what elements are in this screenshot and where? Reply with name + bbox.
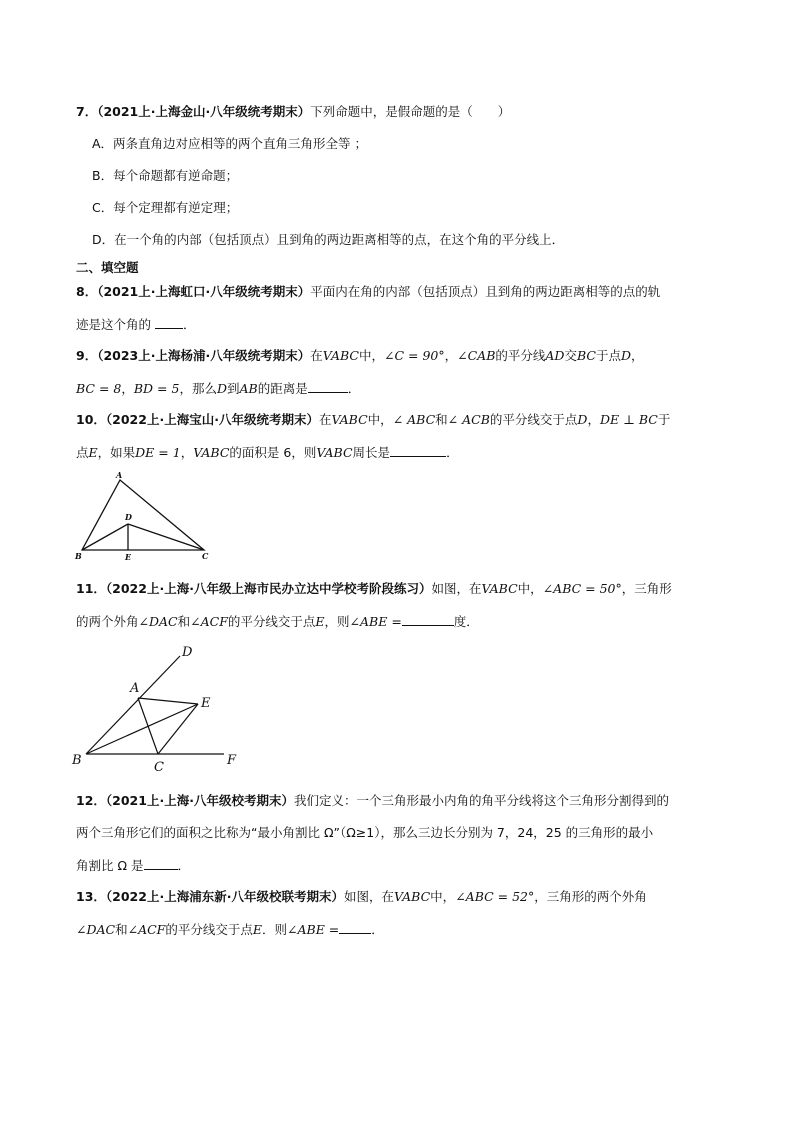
text: 于 (657, 412, 671, 427)
option-c: C．每个定理都有逆定理； (92, 200, 239, 215)
text: 的平分线 (495, 348, 546, 363)
math-triangle: VABC (331, 412, 368, 427)
question-text: 我们定义：一个三角形最小内角的角平分线将这个三角形分割得到的 (293, 793, 669, 808)
math-angle: ∠CAB (457, 348, 496, 363)
label-c: C (202, 551, 209, 561)
text: 的面积是 6，则 (229, 445, 317, 460)
math-segment: AD (545, 348, 565, 363)
question-7 (76, 104, 510, 120)
question-number: 13． (76, 889, 106, 904)
punct: ． (347, 381, 361, 396)
math-angle: ∠ ABC (392, 412, 436, 427)
math-triangle: VABC (481, 581, 518, 596)
math-equation: DE = 1 (135, 445, 181, 460)
question-source: （2021上·上海金山·八年级统考期末） (97, 104, 311, 119)
segment-dc (128, 524, 204, 550)
question-12-line2: 两个三角形它们的面积之比称为“最小角割比 Ω”（Ω≥1），那么三边长分别为 7，24，25 的三角形的最小 (76, 825, 654, 840)
label-f: F (227, 753, 237, 768)
text: ．则 (262, 922, 288, 937)
text: 中， (517, 581, 543, 596)
text: 点 (76, 445, 89, 460)
math-angle: ∠DAC (76, 922, 116, 937)
answer-blank[interactable] (144, 857, 178, 870)
text: 在 (310, 348, 323, 363)
math-angle: ∠ACF (190, 614, 228, 629)
math-point: D (216, 381, 228, 396)
math-angle: ∠C = 90° (383, 348, 445, 363)
text: 到 (227, 381, 240, 396)
question-8-line2 (76, 316, 196, 333)
answer-blank[interactable] (339, 921, 371, 934)
text: 和 (177, 614, 191, 629)
text: 的平分线交于点 (489, 412, 578, 427)
math-equation: BC = 8 (76, 381, 122, 396)
question-13-line2 (76, 921, 384, 938)
option-d: D．在一个角的内部（包括顶点）且到角的两边距离相等的点，在这个角的平分线上． (92, 232, 565, 247)
question-10 (76, 412, 670, 428)
question-source: （2022上·上海宝山·八年级统考期末） (105, 412, 319, 427)
punct: ． (446, 445, 459, 460)
label-d: D (125, 512, 132, 522)
question-11-line2 (76, 613, 479, 630)
math-angle: ∠ABC = 50° (542, 581, 622, 596)
option-a: A．两条直角边对应相等的两个直角三角形全等 ； (92, 136, 368, 151)
math-angle: ∠ACF (127, 922, 166, 937)
answer-blank[interactable] (308, 380, 348, 393)
text: ，则 (324, 614, 350, 629)
text: ，三角形的两个外角 (534, 889, 647, 904)
text: ， (180, 445, 194, 460)
math-point: D (620, 348, 632, 363)
question-12 (76, 793, 669, 809)
math-angle: ∠ABE = (349, 614, 402, 629)
question-9-line2 (76, 380, 360, 397)
question-text: 下列命题中，是假命题的是（ ） (310, 104, 511, 119)
text: ， (587, 412, 600, 427)
question-source: （2021上·上海虹口·八年级统考期末） (97, 284, 311, 299)
answer-blank[interactable] (155, 316, 183, 329)
text: 交 (564, 348, 577, 363)
question-source: （2022上·上海浦东新·八年级校联考期末） (105, 889, 344, 904)
math-point: E (88, 445, 98, 460)
section-heading: 二、填空题 (76, 260, 139, 275)
question-9 (76, 348, 644, 364)
segment-ce (158, 704, 198, 754)
math-angle: ∠ ACB (447, 412, 490, 427)
math-triangle: VABC (393, 889, 431, 904)
punct: ． (177, 858, 191, 873)
question-text: 角割比 Ω 是 (76, 858, 144, 873)
question-11 (76, 581, 672, 597)
question-source: （2021上·上海·八年级校考期末） (105, 793, 294, 808)
question-source: （2023上·上海杨浦·八年级统考期末） (97, 348, 311, 363)
question-13 (76, 889, 647, 905)
question-number: 9． (76, 348, 98, 363)
text: 如图，在 (431, 581, 482, 596)
text: ， (121, 381, 134, 396)
math-angle: ∠DAC (138, 614, 178, 629)
text: ，三角形 (621, 581, 672, 596)
punct: ． (371, 922, 384, 937)
text: 中， (367, 412, 393, 427)
label-b: B (72, 753, 82, 768)
math-point: E (252, 922, 262, 937)
math-point: E (315, 614, 325, 629)
figure-triangle-abc-q10 (72, 468, 212, 564)
label-c: C (154, 760, 164, 775)
text: 度． (453, 614, 479, 629)
math-perpendicular: DE ⊥ BC (599, 412, 658, 427)
question-number: 8． (76, 284, 98, 299)
math-triangle: VABC (193, 445, 230, 460)
text: 周长是 (352, 445, 391, 460)
text: 和 (435, 412, 448, 427)
math-segment: AB (239, 381, 258, 396)
question-8 (76, 284, 660, 300)
text: 的距离是 (257, 381, 308, 396)
math-triangle: VABC (316, 445, 353, 460)
option-b: B．每个命题都有逆命题； (92, 168, 239, 183)
text: 于点 (595, 348, 621, 363)
text: 的平分线交于点 (165, 922, 253, 937)
label-b: B (75, 551, 82, 561)
text: ， (444, 348, 458, 363)
segment-ae (138, 698, 198, 704)
question-number: 11． (76, 581, 106, 596)
math-triangle: VABC (322, 348, 359, 363)
math-point: D (577, 412, 588, 427)
question-source: （2022上·上海·八年级上海市民办立达中学校考阶段练习） (105, 581, 432, 596)
math-segment: BC (576, 348, 596, 363)
ray-bd (86, 656, 180, 754)
question-text: 平面内在角的内部（包括顶点）且到角的两边距离相等的点的轨 (310, 284, 661, 299)
question-12-line3 (76, 857, 190, 874)
segment-be (86, 704, 198, 754)
answer-blank[interactable] (402, 613, 454, 626)
text: 如图，在 (343, 889, 394, 904)
question-number: 12． (76, 793, 106, 808)
text: ，如果 (97, 445, 136, 460)
label-a: A (116, 470, 123, 480)
label-a: A (130, 681, 140, 696)
text: 中， (430, 889, 456, 904)
question-number: 10． (76, 412, 106, 427)
question-10-line2 (76, 444, 459, 461)
math-angle: ∠ABE = (287, 922, 340, 937)
figure-external-angles-q11 (68, 640, 248, 776)
math-angle: ∠ABC = 52° (455, 889, 535, 904)
text: 在 (318, 412, 332, 427)
text: 的两个外角 (76, 614, 139, 629)
label-e: E (125, 552, 132, 562)
question-text: 迹是这个角的 (76, 317, 152, 332)
text: ，那么 (179, 381, 217, 396)
text: 中， (358, 348, 384, 363)
text: ， (631, 348, 644, 363)
punct: ． (183, 317, 196, 332)
question-number: 7． (76, 104, 98, 119)
text: 和 (115, 922, 128, 937)
math-equation: BD = 5 (133, 381, 180, 396)
answer-blank[interactable] (390, 444, 446, 457)
label-e: E (201, 696, 211, 711)
text: 的平分线交于点 (227, 614, 316, 629)
label-d: D (182, 645, 193, 660)
